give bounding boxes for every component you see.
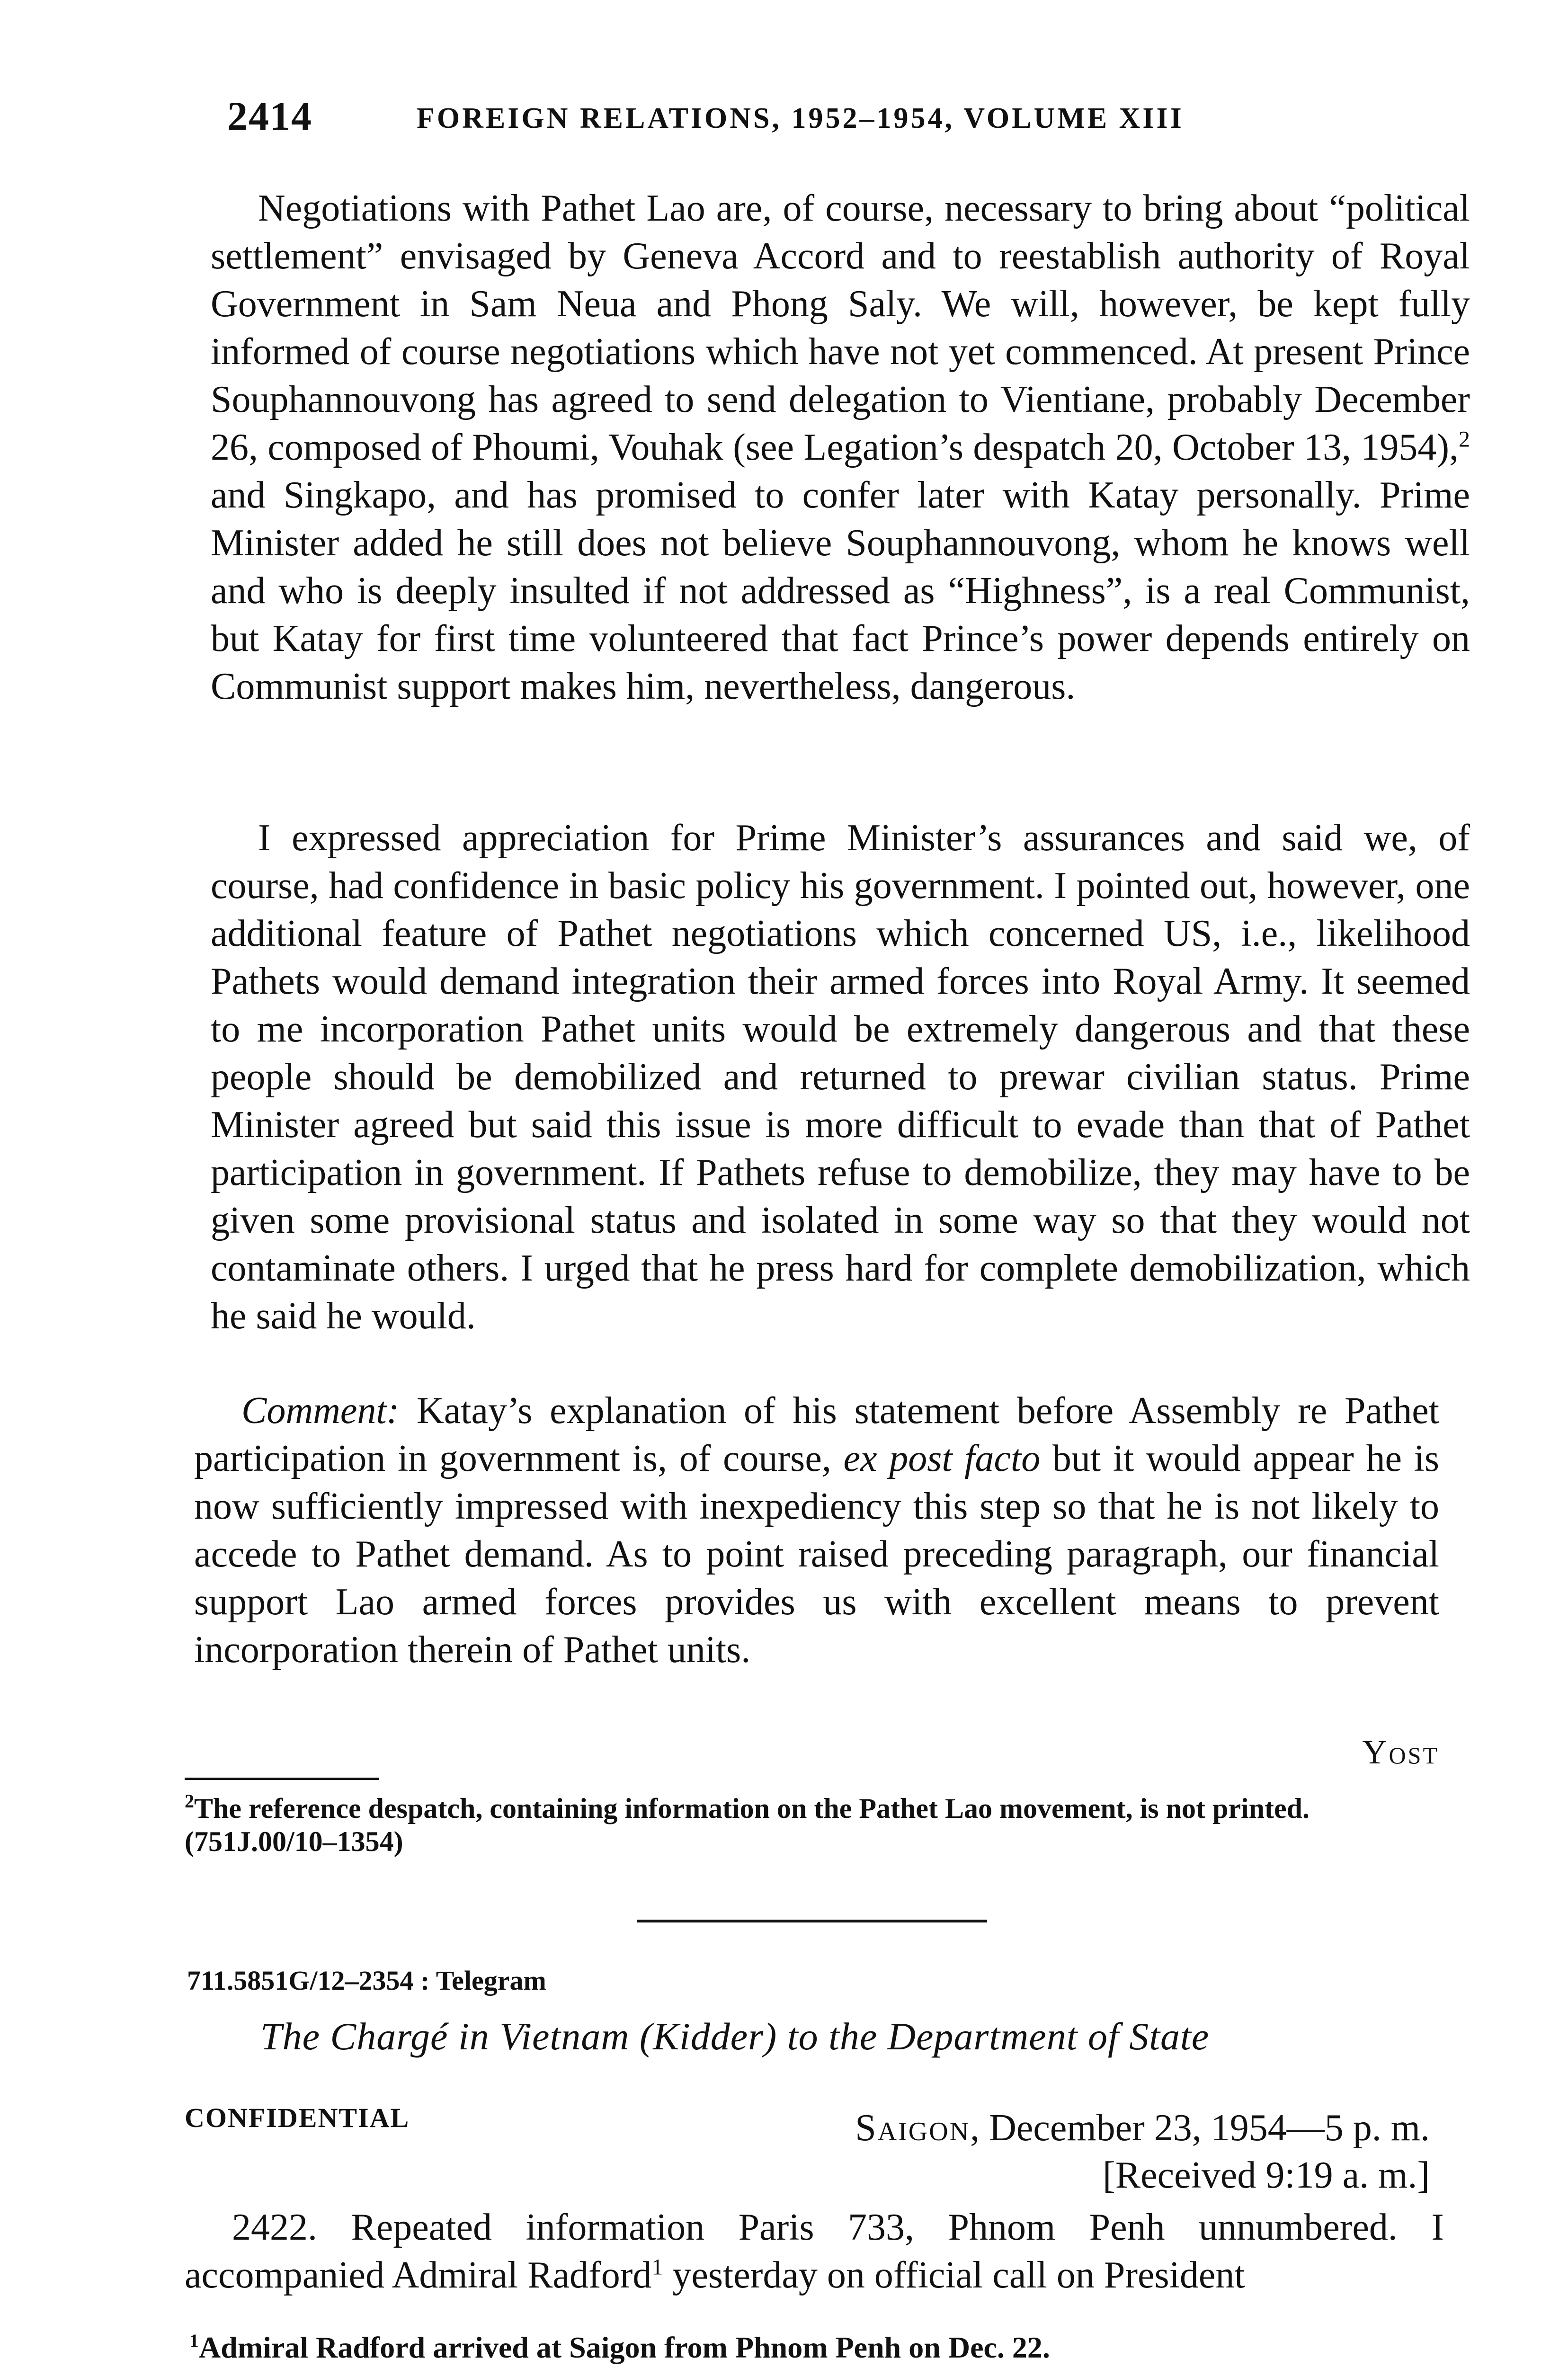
footnote-divider bbox=[185, 1778, 379, 1780]
footnote-reference: 2 bbox=[1459, 427, 1470, 452]
footnote-2 bbox=[185, 1785, 1444, 1858]
page-number: 2414 bbox=[227, 93, 312, 139]
classification-label: CONFIDENTIAL bbox=[185, 2102, 410, 2133]
paragraph-text: but it would appear he is now sufficiently impressed with inexpediency this step so that he is not likely to accede to Pathet demand. As to point raised preceding paragraph, our financial support Lao armed forces provides us with excellent means to prevent incorporation therein of Pathet units. bbox=[194, 1438, 1439, 1671]
paragraph-text: Katay’s explanation of his statement before Assembly re Pathet participation in government is, of course, bbox=[194, 1390, 1439, 1479]
footnote-1 bbox=[189, 2324, 1449, 2364]
footnote-marker: 1 bbox=[189, 2330, 199, 2351]
paragraph-text: Negotiations with Pathet Lao are, of course, necessary to bring about “political settlement” envisaged by Geneva Accord and to reestablish authority of Royal Government in Sam Neua and Phong Saly. We will, however, be kept fully informed of course negotiations which have not yet commenced. At present Prince Souphannouvong has agreed to send delegation to Vientiane, probably December 26, composed of Phoumi, Vouhak (see Legation’s despatch 20, October 13, 1954), bbox=[211, 187, 1470, 468]
paragraph-text: yesterday on official call on President bbox=[663, 2254, 1245, 2296]
footnote-text: The reference despatch, containing information on the Pathet Lao movement, is not printed. (751J.00/10–1354) bbox=[185, 1793, 1310, 1857]
footnote-reference: 1 bbox=[651, 2254, 663, 2280]
latin-phrase: ex post facto bbox=[843, 1438, 1041, 1479]
signature: Yost bbox=[1362, 1733, 1439, 1771]
footnote-marker: 2 bbox=[185, 1790, 194, 1812]
document-reference: 711.5851G/12–2354 : Telegram bbox=[187, 1965, 546, 1996]
document-title: The Chargé in Vietnam (Kidder) to the Department of State bbox=[260, 2015, 1210, 2058]
running-head: FOREIGN RELATIONS, 1952–1954, VOLUME XIII bbox=[417, 102, 1184, 134]
paragraph-text: I expressed appreciation for Prime Minister’s assurances and said we, of course, had confidence in basic policy his government. I pointed out, however, one additional feature of Pathet negotiations which concerned US, i.e., likelihood Pathets would demand integration their armed forces into Royal Army. It seemed to me incorporation Pathet units would be extremely dangerous and that these people should be demobilized and returned to prewar civilian status. Prime Minister agreed but said this issue is more difficult to evade than that of Pathet participation in government. If Pathets refuse to demobilize, they may have to be given some provisional status and isolated in some way so that they would not contaminate others. I urged that he press hard for complete demobilization, which he said he would. bbox=[211, 817, 1470, 1337]
page-header bbox=[227, 92, 1477, 149]
dateline-sent bbox=[786, 2104, 1430, 2152]
comment-label: Comment: bbox=[241, 1390, 400, 1432]
paragraph-comment bbox=[194, 1387, 1439, 1674]
dateline-date: , December 23, 1954—5 p. m. bbox=[970, 2107, 1430, 2149]
paragraph-text: and Singkapo, and has promised to confer later with Katay personally. Prime Minister added he still does not believe Souphannouvong, whom he knows well and who is deeply insulted if not addressed as “Highness”, is a real Communist, but Katay for first time volunteered that fact Prince’s power depends entirely on Communist support makes him, nevertheless, dangerous. bbox=[211, 474, 1470, 707]
footnote-text: Admiral Radford arrived at Saigon from Phnom Penh on Dec. 22. bbox=[199, 2331, 1050, 2364]
dateline bbox=[786, 2104, 1430, 2199]
section-divider bbox=[637, 1920, 987, 1922]
paragraph-appreciation bbox=[211, 814, 1470, 1340]
dateline-received: [Received 9:19 a. m.] bbox=[1103, 2154, 1430, 2196]
paragraph-text: 2422. Repeated information Paris 733, Phnom Penh unnumbered. I accompanied Admiral Radford bbox=[185, 2207, 1444, 2296]
paragraph-telegram bbox=[185, 2204, 1444, 2299]
dateline-city: Saigon bbox=[855, 2107, 971, 2149]
paragraph-negotiations bbox=[211, 185, 1470, 711]
